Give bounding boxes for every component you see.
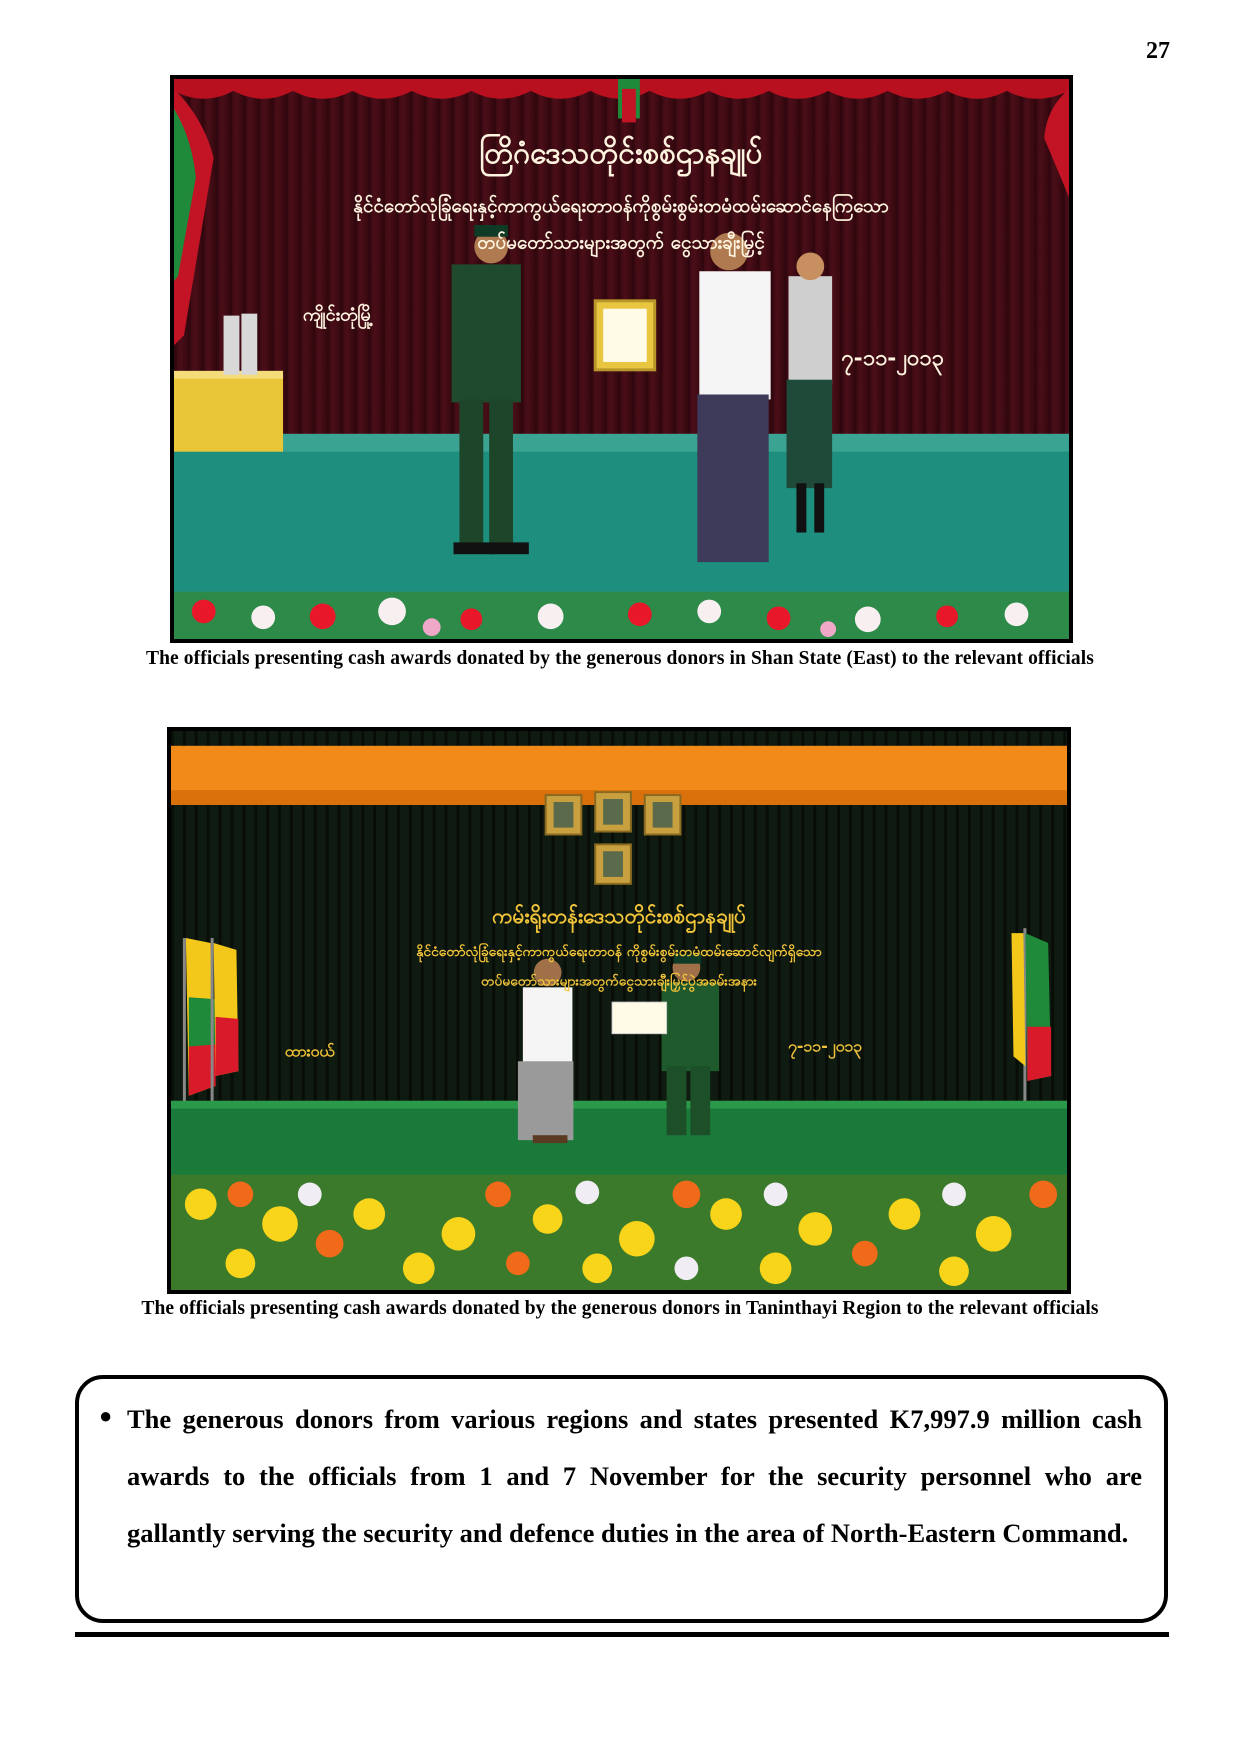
photo-banner-line-1: တြိဂံဒေသတိုင်းစစ်ဌာနချုပ်	[479, 134, 763, 170]
summary-note-text: The generous donors from various regions and states presented K7,997.9 million cash awards to the officials from 1 and 7 November for the security personnel who are gallantly serving the security and defence duties in the area of North-Eastern Command.	[127, 1404, 1142, 1548]
photo-shan-state-ceremony	[170, 75, 1073, 643]
photo-banner-date: ၇-၁၁-၂၀၁၃	[841, 345, 944, 371]
photo-banner-line-1: ကမ်းရိုးတန်းဒေသတိုင်းစစ်ဌာနချုပ်	[492, 904, 746, 929]
photo-banner-line-3: တပ်မတော်သားများအတွက်ငွေသားချီးမြှင့်ပွဲအခမ်းအနား	[480, 973, 758, 990]
photo-banner-line-2: နိုင်ငံတော်လုံခြုံရေးနှင့်ကာကွယ်ရေးတာဝန် ကိုစွမ်းစွမ်းတမံထမ်းဆောင်လျက်ရှိသော	[416, 943, 822, 960]
summary-note-box	[75, 1375, 1168, 1623]
photo-taninthayi-ceremony	[167, 727, 1071, 1294]
photo-caption-shan-state: The officials presenting cash awards donated by the generous donors in Shan State (East) to the relevant officials	[146, 648, 1094, 669]
photo-banner-date: ၇-၁၁-၂၀၁၃	[787, 1036, 863, 1056]
photo-banner-place: ကျိုင်းတုံမြို့	[302, 304, 374, 326]
bullet-icon: ●	[99, 1403, 113, 1428]
photo-banner-place: ထားဝယ်	[284, 1041, 335, 1061]
photo-caption-taninthayi: The officials presenting cash awards donated by the generous donors in Taninthayi Region to the relevant officials	[141, 1298, 1099, 1319]
page-number: 27	[1146, 38, 1170, 64]
bottom-rule	[75, 1632, 1169, 1637]
photo-banner-line-3: တပ်မတော်သားများအတွက် ငွေသားချီးမြှင့်	[477, 232, 765, 254]
photo-banner-line-2: နိုင်ငံတော်လုံခြုံရေးနှင့်ကာကွယ်ရေးတာဝန်ကိုစွမ်းစွမ်းတမံထမ်းဆောင်နေကြသော	[353, 196, 889, 218]
